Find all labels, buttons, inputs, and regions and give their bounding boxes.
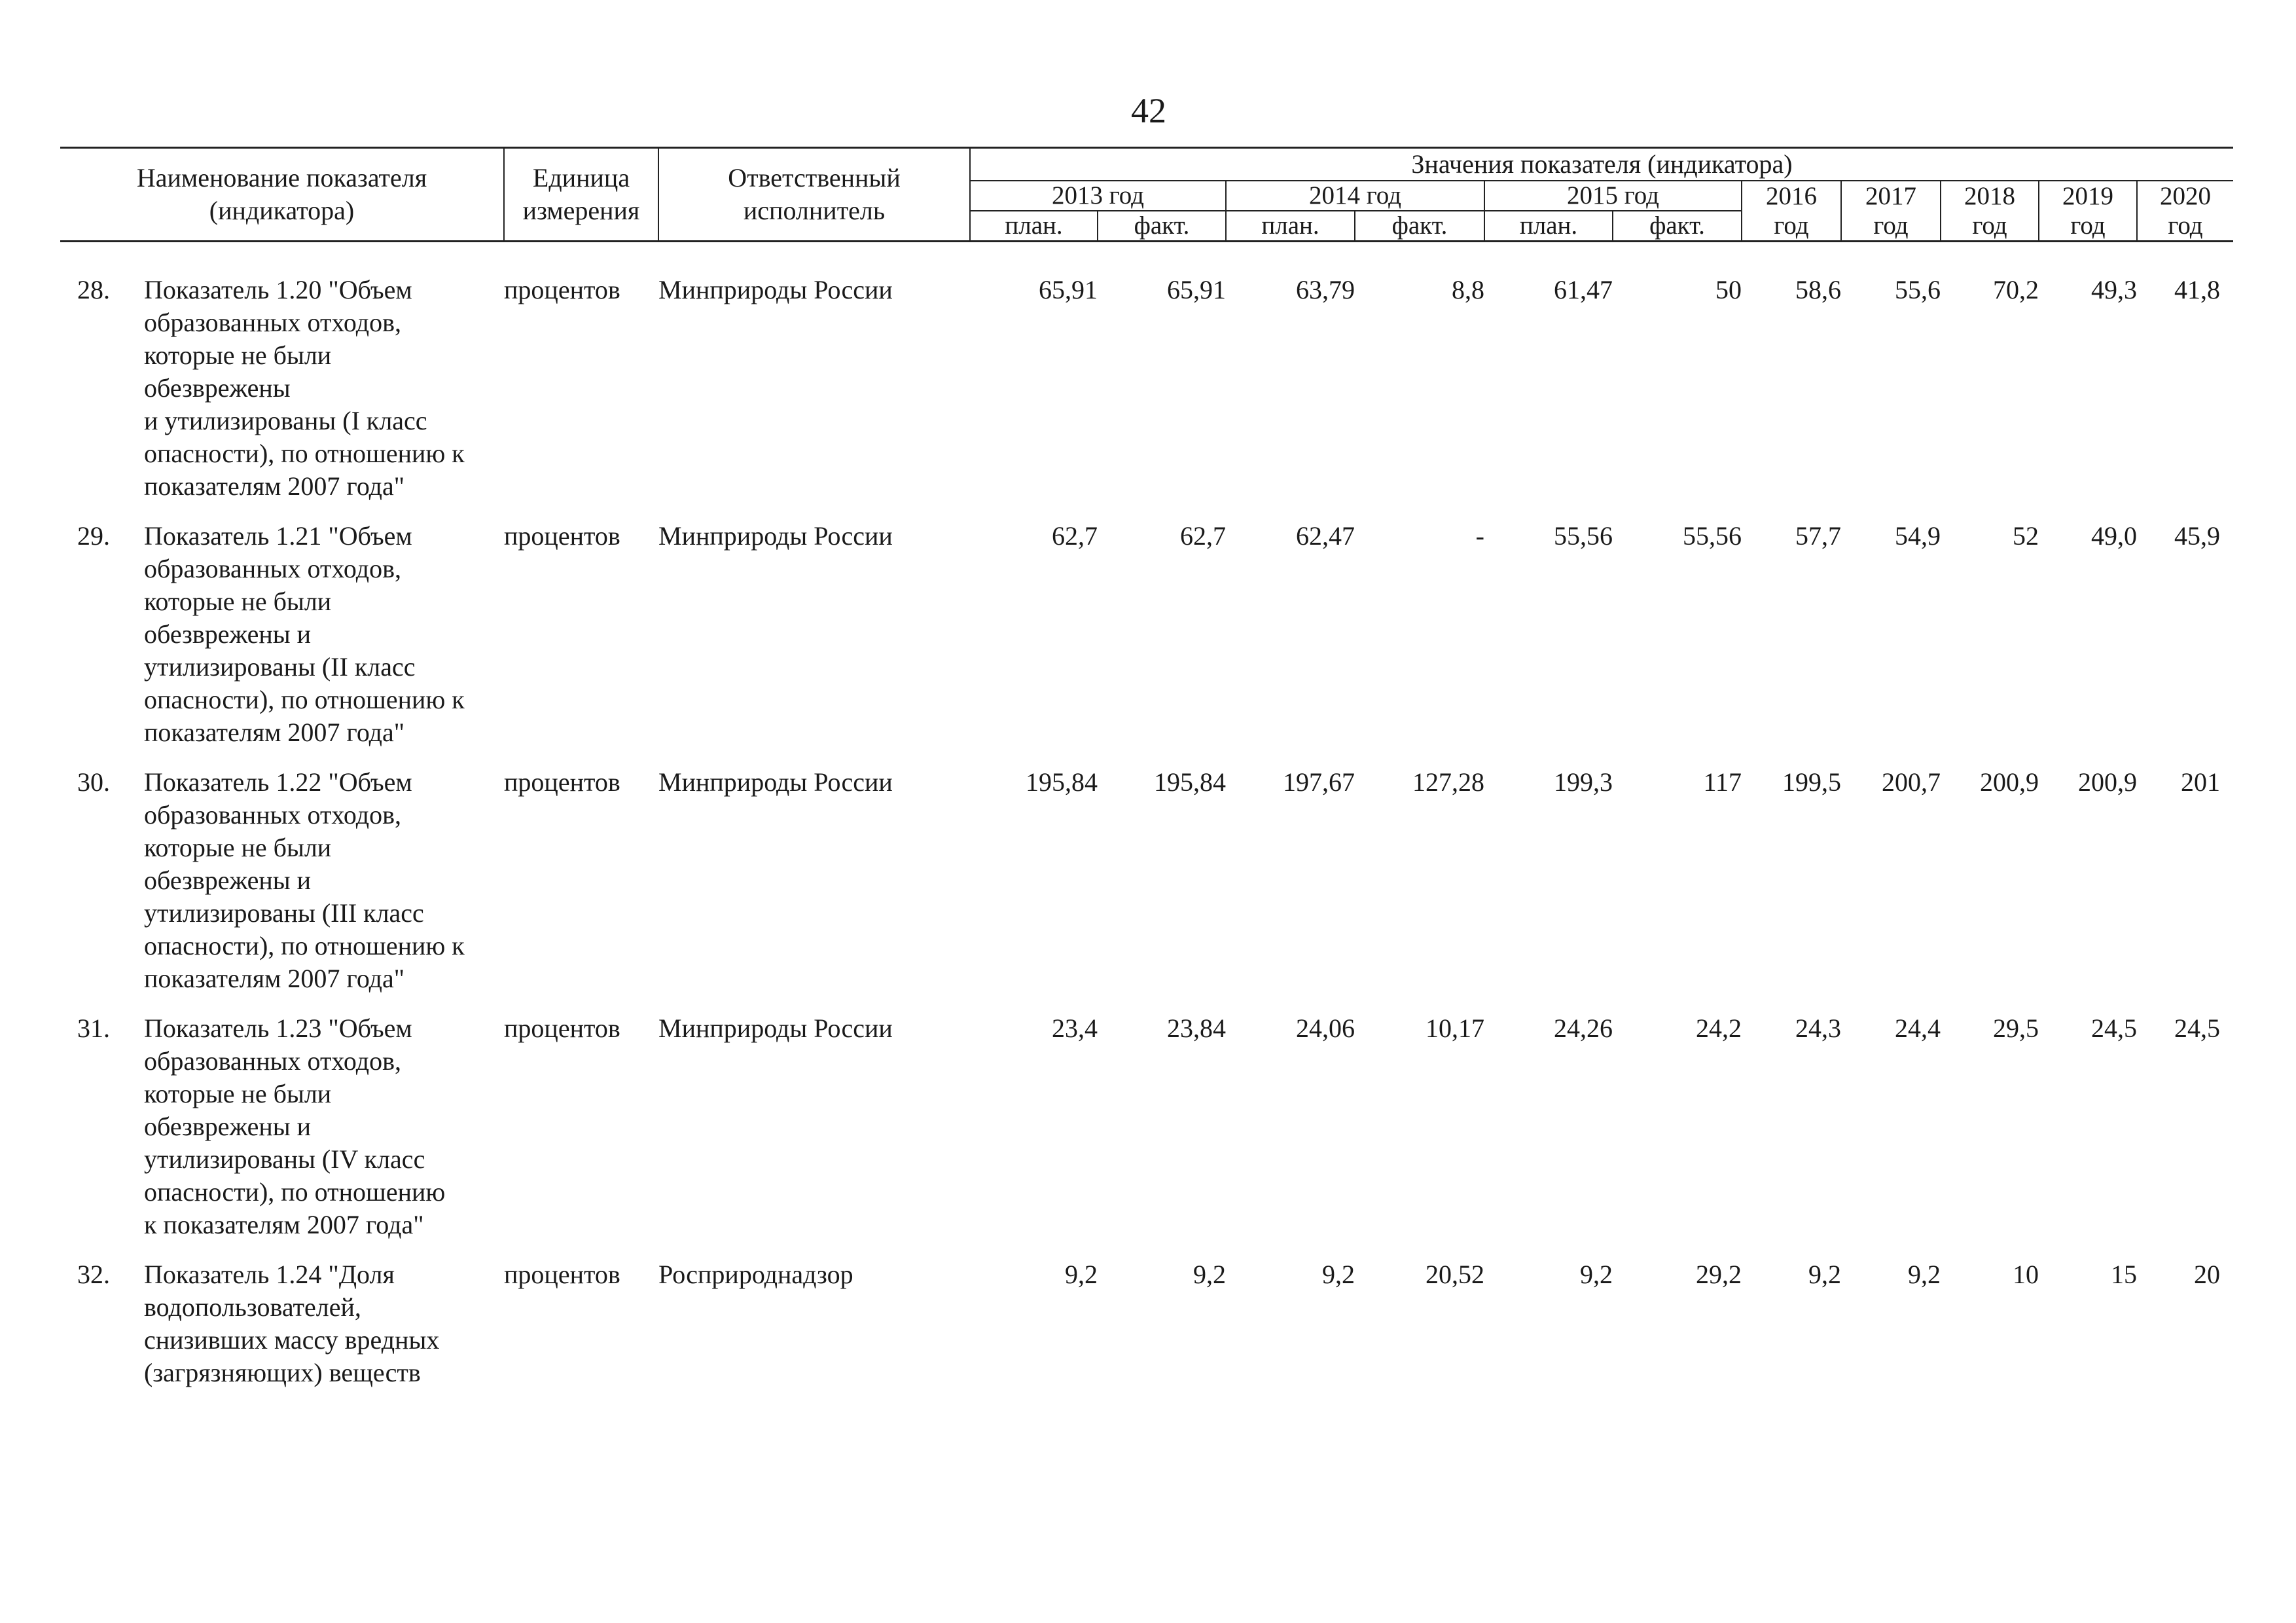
value-cell: 29,2 <box>1696 1260 1742 1289</box>
header-name-col <box>60 148 504 242</box>
header-god-2016: год <box>1742 211 1841 242</box>
indicator-name-line: снизивших массу вредных <box>144 1325 440 1355</box>
header-fact-2015: факт. <box>1613 211 1742 242</box>
value-cell: 200,7 <box>1882 767 1941 797</box>
value-cell: 199,5 <box>1782 767 1841 797</box>
indicator-name-line: обезврежены и <box>144 866 312 895</box>
indicator-name-line: которые не были <box>144 1079 332 1108</box>
executor-cell: Росприроднадзор <box>658 1260 853 1289</box>
table-header <box>60 148 2233 242</box>
row-index: 31. <box>77 1013 110 1043</box>
value-cell: 57,7 <box>1795 521 1841 551</box>
indicator-name-line: опасности), по отношению к <box>144 439 465 468</box>
indicator-name-line: Показатель 1.21 "Объем <box>144 521 412 551</box>
header-plan-2015: план. <box>1484 211 1613 242</box>
unit-cell: процентов <box>504 275 620 304</box>
value-cell: 54,9 <box>1895 521 1941 551</box>
value-cell: 70,2 <box>1993 275 2039 304</box>
value-cell: 24,5 <box>2174 1013 2220 1043</box>
row-index: 28. <box>77 275 110 304</box>
indicator-name-line: которые не были <box>144 587 332 616</box>
table-body <box>60 242 2233 1407</box>
header-name-text: Наименование показателя (индикатора) <box>136 163 427 225</box>
indicator-name-line: водопользователей, <box>144 1292 361 1322</box>
indicator-name-line: утилизированы (II класс <box>144 652 416 682</box>
indicator-name-line: Показатель 1.23 "Объем <box>144 1013 412 1043</box>
value-cell: 49,3 <box>2091 275 2137 304</box>
indicator-name <box>144 520 465 749</box>
indicator-name-line: образованных отходов, <box>144 554 401 583</box>
indicator-cell <box>60 766 504 1012</box>
value-cell: 24,26 <box>1554 1013 1613 1043</box>
indicator-cell <box>60 274 504 520</box>
indicator-name-line: утилизированы (III класс <box>144 898 424 928</box>
value-cell: 29,5 <box>1993 1013 2039 1043</box>
header-unit-col <box>504 148 658 242</box>
header-year-2019: 2019 <box>2039 181 2137 211</box>
header-executor-text: Ответственный исполнитель <box>728 163 901 225</box>
header-unit-text: Единица измерения <box>522 163 640 225</box>
header-god-2019: год <box>2039 211 2137 242</box>
value-cell: 199,3 <box>1554 767 1613 797</box>
header-year-2016: 2016 <box>1742 181 1841 211</box>
value-cell: 65,91 <box>1167 275 1226 304</box>
value-cell: 61,47 <box>1554 275 1613 304</box>
value-cell: 200,9 <box>2078 767 2137 797</box>
value-cell: 58,6 <box>1795 275 1841 304</box>
header-fact-2013: факт. <box>1098 211 1226 242</box>
table-row <box>60 1258 2233 1406</box>
header-god-2020: год <box>2137 211 2233 242</box>
header-plan-2013: план. <box>970 211 1098 242</box>
value-cell: 45,9 <box>2174 521 2220 551</box>
header-god-2018: год <box>1941 211 2039 242</box>
value-cell: 9,2 <box>1193 1260 1226 1289</box>
executor-cell: Минприроды России <box>658 767 893 797</box>
indicator-name-line: обезврежены <box>144 373 291 403</box>
row-index: 29. <box>77 521 110 551</box>
value-cell: 197,67 <box>1283 767 1355 797</box>
value-cell: 10 <box>2013 1260 2039 1289</box>
indicator-name-line: показателям 2007 года" <box>144 718 405 747</box>
value-cell: 24,2 <box>1696 1013 1742 1043</box>
indicators-table <box>60 147 2233 1406</box>
indicator-name-line: опасности), по отношению к <box>144 931 465 960</box>
value-cell: 201 <box>2181 767 2220 797</box>
value-cell: 63,79 <box>1296 275 1355 304</box>
table-row <box>60 520 2233 766</box>
value-cell: 200,9 <box>1980 767 2039 797</box>
indicator-name-line: которые не были <box>144 833 332 862</box>
value-cell: 23,84 <box>1167 1013 1226 1043</box>
indicator-name-line: показателям 2007 года" <box>144 964 405 993</box>
indicator-name-line: утилизированы (IV класс <box>144 1144 425 1174</box>
indicator-name-line: показателям 2007 года" <box>144 471 405 501</box>
value-cell: 62,47 <box>1296 521 1355 551</box>
header-values-title: Значения показателя (индикатора) <box>970 148 2233 181</box>
unit-cell: процентов <box>504 1013 620 1043</box>
header-year-2020: 2020 <box>2137 181 2233 211</box>
value-cell: 24,06 <box>1296 1013 1355 1043</box>
header-fact-2014: факт. <box>1355 211 1484 242</box>
value-cell: 9,2 <box>1322 1260 1355 1289</box>
indicator-cell <box>60 1258 504 1406</box>
value-cell: 195,84 <box>1154 767 1226 797</box>
indicator-name-line: образованных отходов, <box>144 1046 401 1076</box>
value-cell: 50 <box>1715 275 1742 304</box>
value-cell: 20,52 <box>1426 1260 1484 1289</box>
executor-cell: Минприроды России <box>658 1013 893 1043</box>
indicator-name-line: обезврежены и <box>144 619 312 649</box>
header-year-2014: 2014 год <box>1226 181 1484 211</box>
value-cell: 8,8 <box>1452 275 1484 304</box>
header-year-2018: 2018 <box>1941 181 2039 211</box>
page-number: 42 <box>1131 91 1166 130</box>
value-cell: 24,3 <box>1795 1013 1841 1043</box>
indicator-name-line: Показатель 1.22 "Объем <box>144 767 412 797</box>
indicator-name-line: образованных отходов, <box>144 800 401 830</box>
value-cell: 9,2 <box>1908 1260 1941 1289</box>
value-cell: 65,91 <box>1039 275 1098 304</box>
value-cell: 24,5 <box>2091 1013 2137 1043</box>
header-year-2017: 2017 <box>1841 181 1941 211</box>
indicator-name-line: (загрязняющих) веществ <box>144 1358 421 1387</box>
indicator-name-line: Показатель 1.24 "Доля <box>144 1260 395 1289</box>
indicator-name-line: обезврежены и <box>144 1112 312 1141</box>
indicator-name-line: и утилизированы (I класс <box>144 406 427 435</box>
value-cell: 24,4 <box>1895 1013 1941 1043</box>
value-cell: 9,2 <box>1808 1260 1841 1289</box>
unit-cell: процентов <box>504 521 620 551</box>
value-cell: 9,2 <box>1065 1260 1098 1289</box>
header-plan-2014: план. <box>1226 211 1355 242</box>
indicator-name <box>144 1012 445 1241</box>
value-cell: - <box>1475 521 1484 551</box>
executor-cell: Минприроды России <box>658 521 893 551</box>
indicator-name <box>144 274 465 503</box>
value-cell: 127,28 <box>1412 767 1484 797</box>
value-cell: 20 <box>2194 1260 2220 1289</box>
header-year-2013: 2013 год <box>970 181 1226 211</box>
value-cell: 117 <box>1703 767 1742 797</box>
header-executor-col <box>658 148 970 242</box>
value-cell: 55,56 <box>1683 521 1742 551</box>
indicator-cell <box>60 520 504 766</box>
table-row <box>60 274 2233 520</box>
executor-cell: Минприроды России <box>658 275 893 304</box>
value-cell: 195,84 <box>1026 767 1098 797</box>
value-cell: 52 <box>2013 521 2039 551</box>
indicator-cell <box>60 1012 504 1258</box>
header-god-2017: год <box>1841 211 1941 242</box>
row-index: 30. <box>77 767 110 797</box>
value-cell: 41,8 <box>2174 275 2220 304</box>
value-cell: 9,2 <box>1580 1260 1613 1289</box>
unit-cell: процентов <box>504 767 620 797</box>
indicator-name-line: к показателям 2007 года" <box>144 1210 424 1239</box>
indicator-name-line: образованных отходов, <box>144 308 401 337</box>
value-cell: 55,6 <box>1895 275 1941 304</box>
value-cell: 49,0 <box>2091 521 2137 551</box>
indicator-name-line: Показатель 1.20 "Объем <box>144 275 412 304</box>
unit-cell: процентов <box>504 1260 620 1289</box>
indicator-name-line: которые не были <box>144 340 332 370</box>
table-row <box>60 1012 2233 1258</box>
indicator-name-line: опасности), по отношению к <box>144 685 465 714</box>
indicator-name-line: опасности), по отношению <box>144 1177 446 1207</box>
value-cell: 23,4 <box>1052 1013 1098 1043</box>
value-cell: 55,56 <box>1554 521 1613 551</box>
indicator-name <box>144 766 465 995</box>
value-cell: 15 <box>2111 1260 2137 1289</box>
value-cell: 10,17 <box>1426 1013 1484 1043</box>
value-cell: 62,7 <box>1180 521 1226 551</box>
table-row <box>60 766 2233 1012</box>
row-index: 32. <box>77 1260 110 1289</box>
value-cell: 62,7 <box>1052 521 1098 551</box>
indicator-name <box>144 1258 439 1389</box>
header-year-2015: 2015 год <box>1484 181 1742 211</box>
